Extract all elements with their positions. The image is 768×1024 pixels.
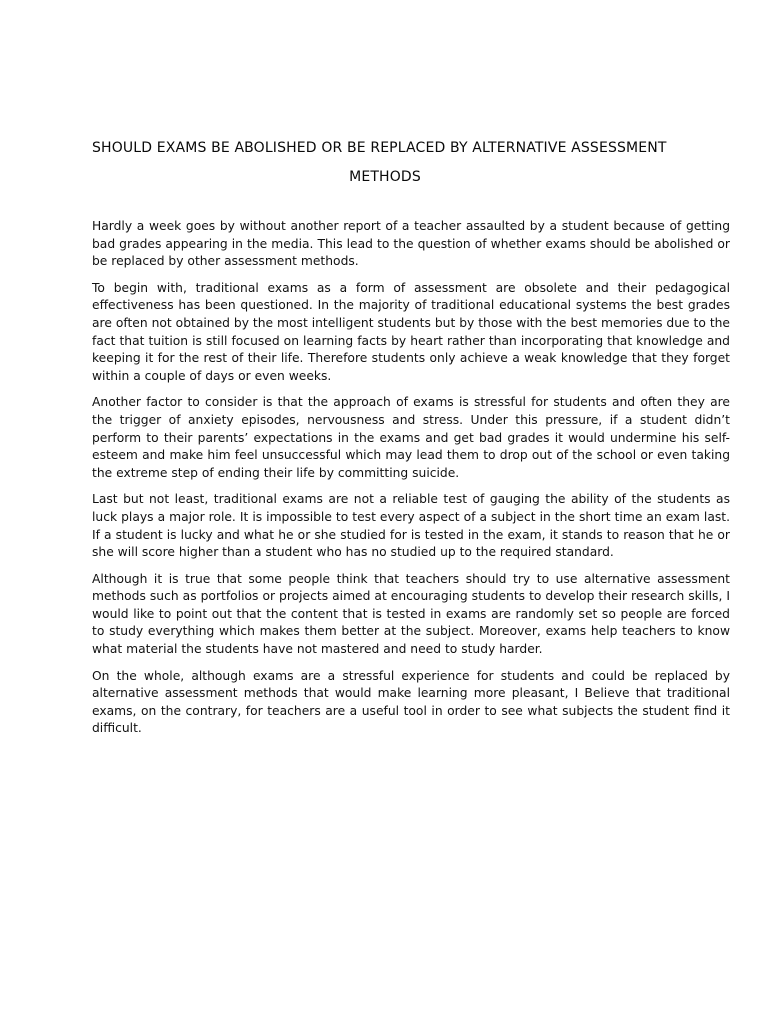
paragraph-counterargument: Although it is true that some people think that teachers should try to use alternative assessment methods such as portfolios or projects aimed at encouraging students to develop their research skills, I would like to point out that the content that is tested in exams are randomly set so people are forced to study everything which makes them better at the subject. Moreover, exams help teachers to know what material the students have not mastered and need to study harder. bbox=[92, 571, 730, 657]
paragraph-stress: Another factor to consider is that the approach of exams is stressful for students and often they are the trigger of anxiety episodes, nervousness and stress. Under this pressure, if a student didn’t perform to their parents’ expectations in the exams and get bad grades it would undermine his self-esteem and make him feel unsuccessful which may lead them to drop out of the school or even taking the extreme step of ending their life by committing suicide. bbox=[92, 395, 730, 480]
paragraph-reliability: Last but not least, traditional exams are not a reliable test of gauging the ability of the students as luck plays a major role. It is impossible to test every aspect of a subject in the short time an exam last. If a student is lucky and what he or she studied for is tested in the exam, it stands to reason that he or she will score higher than a student who has no studied up to the required standard. bbox=[92, 492, 730, 560]
title-line-2: METHODS bbox=[349, 169, 421, 185]
document-title bbox=[92, 134, 678, 192]
title-line-1: SHOULD EXAMS BE ABOLISHED OR BE REPLACED BY ALTERNATIVE ASSESSMENT bbox=[92, 140, 667, 156]
paragraph-intro: Hardly a week goes by without another report of a teacher assaulted by a student because of getting bad grades appearing in the media. This lead to the question of whether exams should be abolished or be replaced by other assessment methods. bbox=[92, 219, 730, 269]
paragraph-obsolete: To begin with, traditional exams as a form of assessment are obsolete and their pedagogical effectiveness has been questioned. In the majority of traditional educational systems the best grades are often not obtained by the most intelligent students but by those with the best memories due to the fact that tuition is still focused on learning facts by heart rather than incorporating that knowledge and keeping it for the rest of their life. Therefore students only achieve a weak knowledge that they forget within a couple of days or even weeks. bbox=[92, 280, 730, 383]
document-body bbox=[92, 218, 730, 747]
paragraph-conclusion: On the whole, although exams are a stressful experience for students and could be replaced by alternative assessment methods that would make learning more pleasant, I Believe that traditional exams, on the contrary, for teachers are a useful tool in order to see what subjects the student find it difficult. bbox=[92, 668, 730, 736]
